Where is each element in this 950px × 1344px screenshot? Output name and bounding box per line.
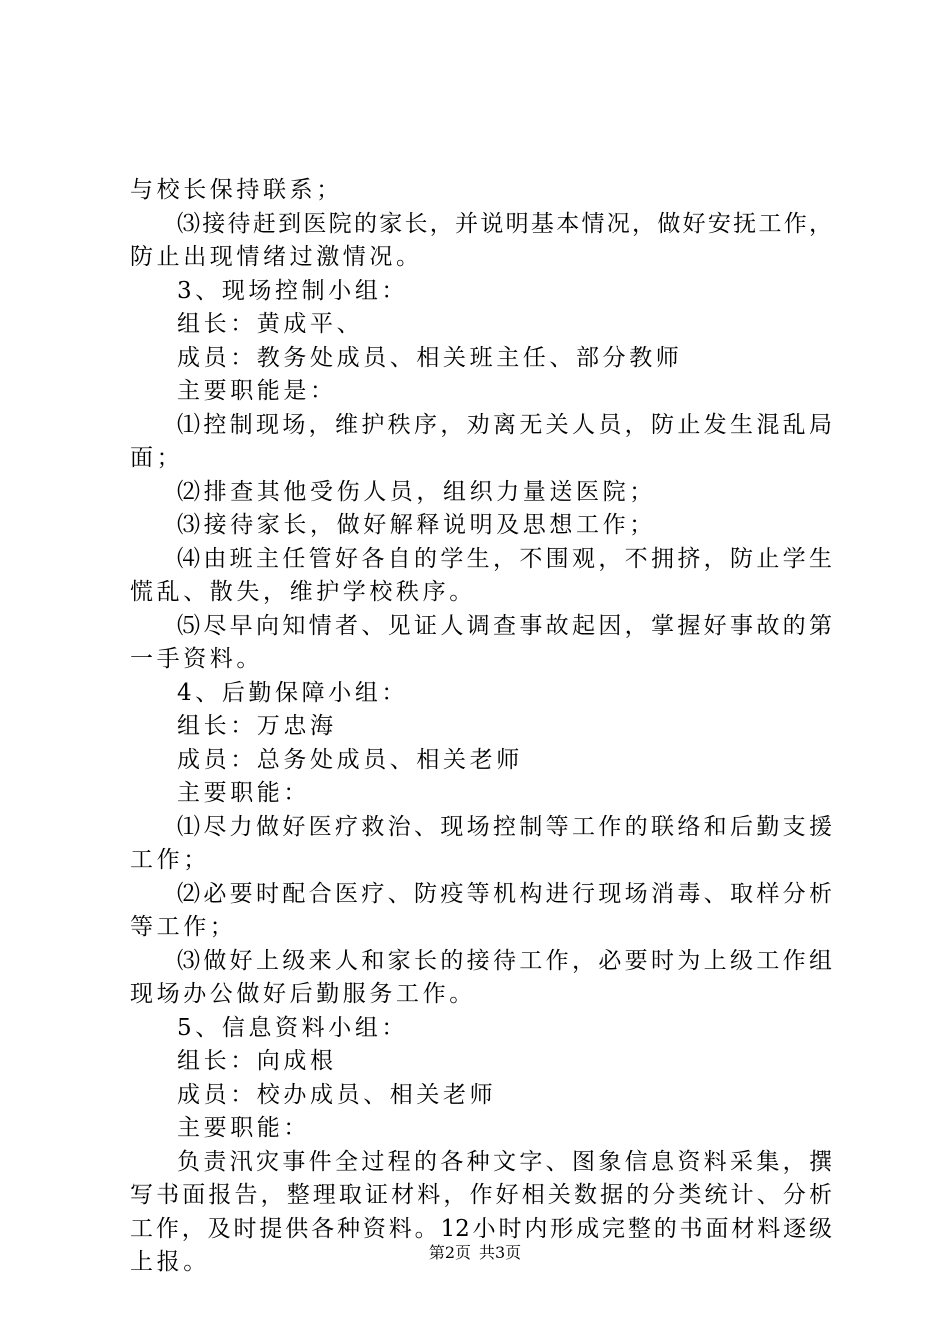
text-line: ⑴尽力做好医疗救治、现场控制等工作的联络和后勤支援	[177, 813, 832, 840]
text-line: ⑶接待赶到医院的家长，并说明基本情况，做好安抚工作，	[177, 210, 832, 237]
page-total: 共3页	[479, 1243, 522, 1262]
text-line: 组长：黄成平、	[177, 311, 364, 337]
page-footer	[0, 1243, 950, 1263]
text-line: 与校长保持联系；	[130, 177, 343, 203]
text-line: 工作，及时提供各种资料。12小时内形成完整的书面材料逐级	[130, 1215, 832, 1242]
text-line: ⑷由班主任管好各自的学生，不围观，不拥挤，防止学生	[177, 545, 832, 572]
section-heading: 5、信息资料小组：	[177, 1014, 409, 1041]
text-line: 成员：教务处成员、相关班主任、部分教师	[177, 344, 683, 371]
text-line: 现场办公做好后勤服务工作。	[130, 981, 476, 1007]
text-line: 面；	[130, 445, 184, 471]
text-line: 成员：总务处成员、相关老师	[177, 746, 523, 773]
text-line: 一手资料。	[130, 646, 263, 672]
text-line: 主要职能是：	[177, 378, 337, 404]
text-line: 组长：向成根	[177, 1048, 337, 1074]
text-line: 组长：万忠海	[177, 713, 337, 739]
text-line: 成员：校办成员、相关老师	[177, 1081, 497, 1108]
text-line: ⑸尽早向知情者、见证人调查事故起因，掌握好事故的第	[177, 612, 832, 639]
text-line: 慌乱、散失，维护学校秩序。	[130, 579, 476, 605]
text-line: ⑶接待家长，做好解释说明及思想工作；	[177, 512, 656, 538]
page-number: 第2页	[428, 1243, 471, 1262]
text-line: 负责汛灾事件全过程的各种文字、图象信息资料采集，撰	[177, 1148, 832, 1175]
text-line: ⑶做好上级来人和家长的接待工作，必要时为上级工作组	[177, 947, 832, 974]
text-line: 上报。	[130, 1249, 210, 1275]
text-line: 等工作；	[130, 914, 237, 940]
section-heading: 4、后勤保障小组：	[177, 679, 409, 706]
document-body	[130, 174, 832, 1280]
text-line: 写书面报告，整理取证材料，作好相关数据的分类统计、分析	[130, 1182, 832, 1208]
text-line: ⑵必要时配合医疗、防疫等机构进行现场消毒、取样分析	[177, 880, 832, 907]
text-line: 主要职能：	[177, 1115, 310, 1141]
text-line: 防止出现情绪过激情况。	[130, 244, 423, 270]
text-line: 主要职能：	[177, 780, 310, 806]
text-line: ⑴控制现场，维护秩序，劝离无关人员，防止发生混乱局	[177, 411, 832, 438]
text-line: 工作；	[130, 847, 210, 873]
section-heading: 3、现场控制小组：	[177, 277, 409, 304]
text-line: ⑵排查其他受伤人员，组织力量送医院；	[177, 478, 656, 505]
